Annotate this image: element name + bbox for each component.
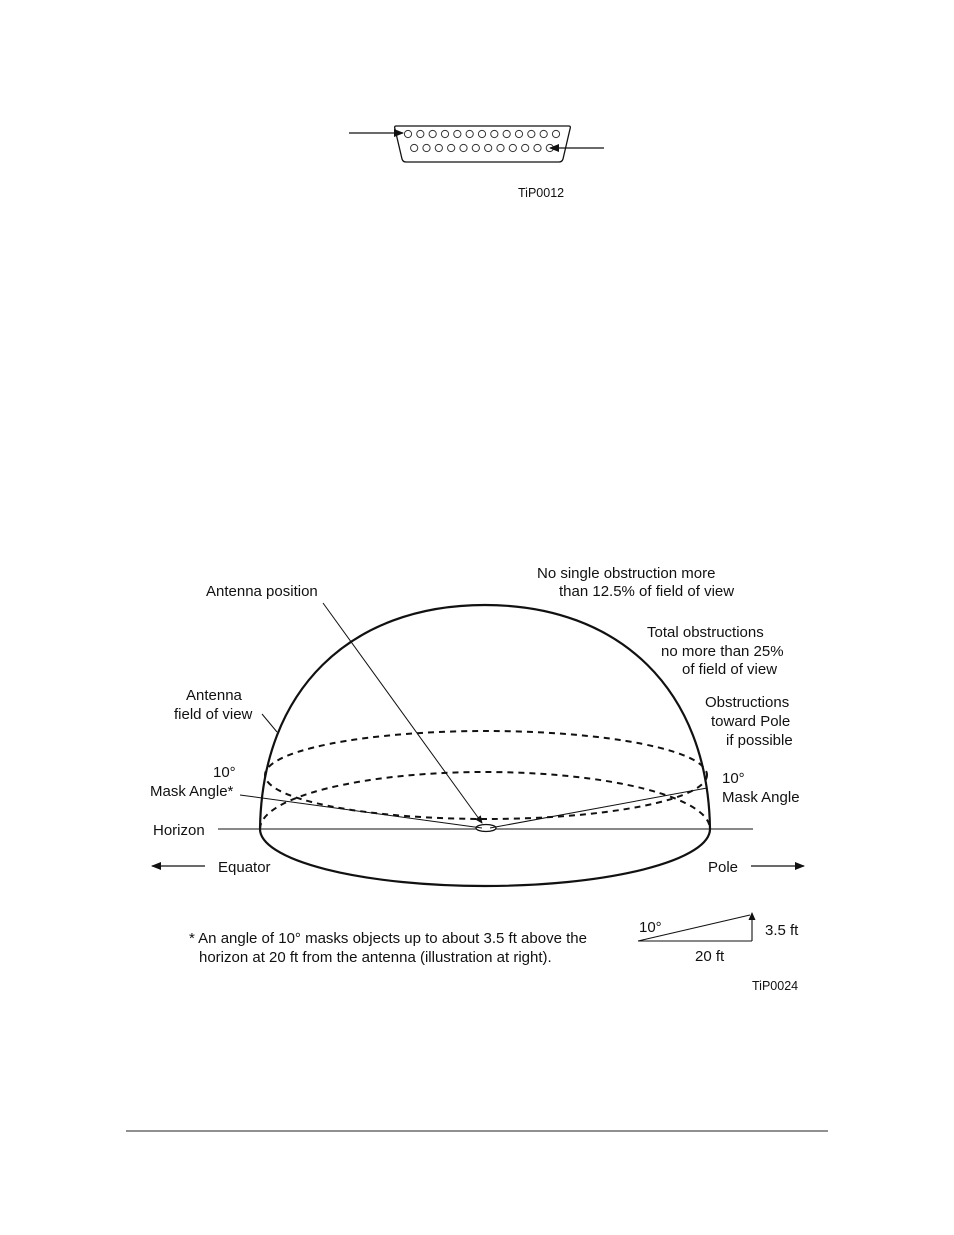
connector-pin — [466, 130, 473, 137]
pole-label: Pole — [708, 859, 739, 876]
equator-label: Equator — [218, 859, 271, 876]
connector-pin — [497, 144, 504, 151]
connector-pin — [441, 130, 448, 137]
connector-pin — [423, 144, 430, 151]
footnote-line2: horizon at 20 ft from the antenna (illustration at right). — [199, 949, 552, 966]
horizon-label: Horizon — [153, 822, 205, 839]
mask-angle-triangle — [638, 913, 799, 965]
toward-pole-line3: if possible — [726, 732, 793, 749]
connector-pin — [404, 130, 411, 137]
connector-pin — [491, 130, 498, 137]
connector-pin — [552, 130, 559, 137]
connector-pin — [503, 130, 510, 137]
connector-pin — [509, 144, 516, 151]
toward-pole-line1: Obstructions — [705, 694, 790, 711]
mask-line-right — [490, 788, 707, 828]
mask-left-line1: 10° — [213, 764, 236, 781]
triangle-height-label: 3.5 ft — [765, 922, 799, 939]
antenna-position-pointer — [323, 603, 482, 823]
antenna-position-label: Antenna position — [206, 583, 318, 600]
total-obstructions-line3: of field of view — [682, 661, 778, 678]
connector-pin — [478, 130, 485, 137]
field-of-view-line1: Antenna — [186, 687, 242, 704]
connector-figure-id: TiP0012 — [518, 186, 565, 200]
connector-pin — [472, 144, 479, 151]
connector-pin — [515, 130, 522, 137]
mask-right-line2: Mask Angle — [722, 789, 800, 806]
connector-pin — [460, 144, 467, 151]
connector-pin — [534, 144, 541, 151]
field-of-view-line2: field of view — [174, 706, 253, 723]
hemisphere-figure-id: TiP0024 — [752, 979, 799, 993]
connector-pin — [411, 144, 418, 151]
connector-pin — [454, 130, 461, 137]
mask-line-left — [240, 795, 482, 828]
dome-outline — [260, 605, 710, 829]
total-obstructions-line2: no more than 25% — [661, 643, 784, 660]
base-ellipse-front — [260, 829, 710, 886]
connector-pin — [448, 144, 455, 151]
connector-diagram — [349, 126, 604, 200]
mask-right-line1: 10° — [722, 770, 745, 787]
single-obstruction-line1: No single obstruction more — [537, 565, 716, 582]
connector-pin — [540, 130, 547, 137]
footnote-line1: * An angle of 10° masks objects up to about 3.5 ft above the — [189, 930, 587, 947]
connector-pin — [522, 144, 529, 151]
connector-pin — [528, 130, 535, 137]
field-of-view-pointer — [262, 714, 277, 732]
connector-pin — [417, 130, 424, 137]
total-obstructions-line1: Total obstructions — [647, 624, 764, 641]
triangle-base-label: 20 ft — [695, 948, 725, 965]
triangle-angle-label: 10° — [639, 919, 662, 936]
base-ellipse-back — [260, 772, 710, 829]
mask-angle-ellipse — [265, 731, 707, 819]
toward-pole-line2: toward Pole — [711, 713, 791, 730]
connector-pin — [485, 144, 492, 151]
single-obstruction-line2: than 12.5% of field of view — [559, 583, 735, 600]
antenna-hemisphere-diagram — [150, 565, 804, 993]
connector-pin — [435, 144, 442, 151]
mask-left-line2: Mask Angle* — [150, 783, 234, 800]
connector-pin — [429, 130, 436, 137]
